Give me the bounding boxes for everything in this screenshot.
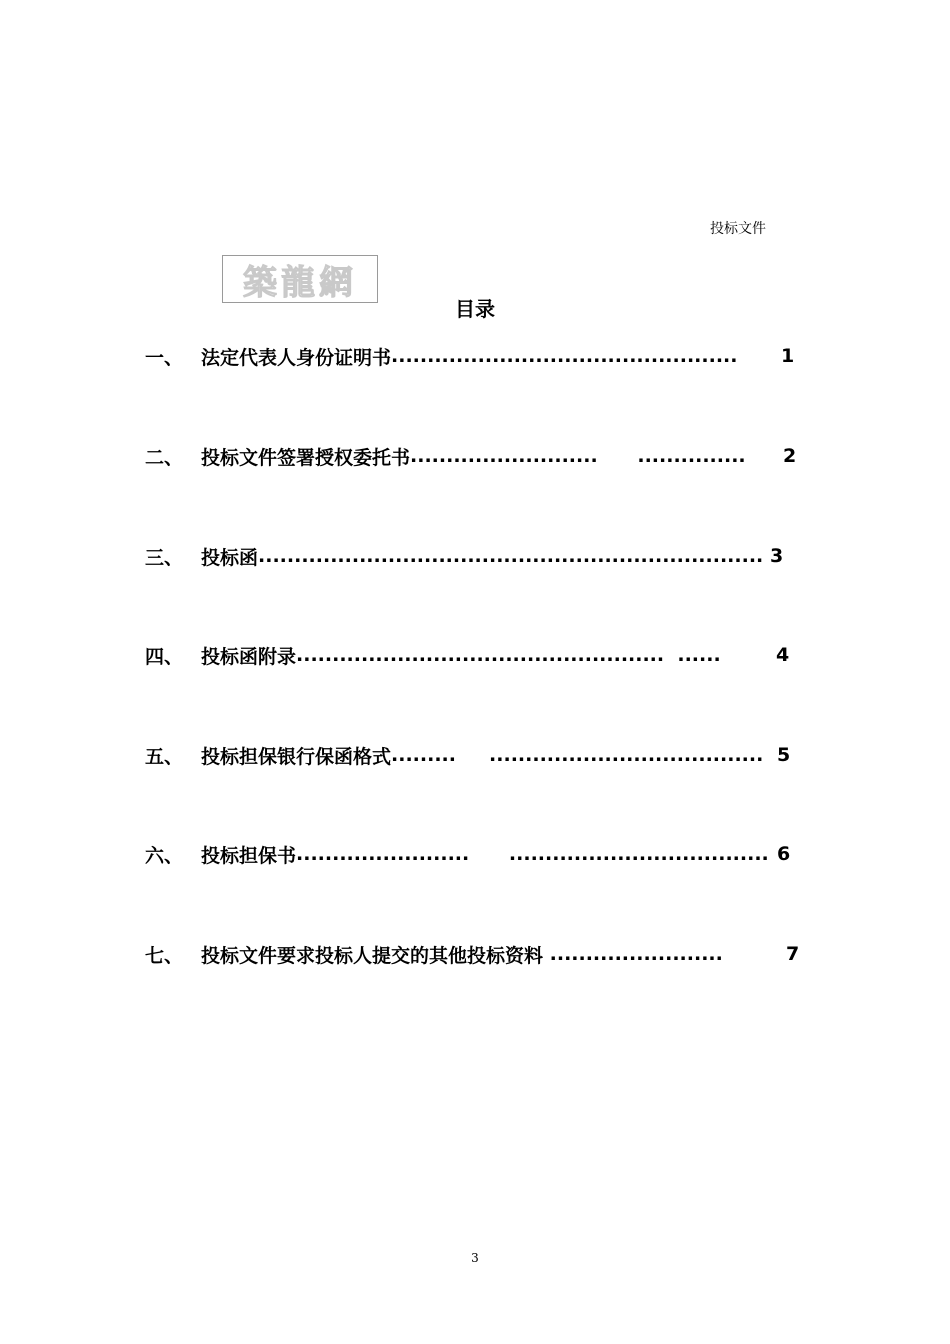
toc-item-leader: ........................ [543, 943, 723, 965]
toc-item-text: 投标函 [201, 546, 259, 569]
toc-item-1[interactable] [145, 341, 795, 371]
toc-item-leader: .......................... ............... [410, 445, 746, 467]
toc-item-page: 5 [777, 744, 791, 766]
document-header-label: 投标文件 [710, 221, 766, 237]
toc-item-text: 投标担保银行保函格式 [201, 745, 392, 768]
toc-item-number: 七、 [145, 944, 184, 967]
toc-item-7[interactable] [145, 939, 800, 969]
toc-item-page: 2 [783, 445, 797, 467]
toc-title: 目录 [455, 297, 495, 321]
toc-item-number: 一、 [145, 346, 184, 369]
toc-item-page: 3 [770, 545, 784, 567]
toc-item-number: 五、 [145, 745, 184, 768]
toc-item-page: 4 [776, 644, 790, 666]
toc-item-leader: ................................................... ...... [296, 644, 721, 666]
toc-item-text: 投标文件要求投标人提交的其他投标资料 [201, 944, 544, 967]
watermark-text: 築龍網 [243, 262, 357, 303]
toc-item-page: 6 [777, 843, 791, 865]
toc-item-number: 二、 [145, 446, 184, 469]
toc-item-leader: ........................ .................................... [296, 843, 769, 865]
toc-item-leader: ................................................ [391, 345, 738, 367]
toc-item-text: 投标文件签署授权委托书 [201, 446, 411, 469]
toc-item-text: 法定代表人身份证明书 [201, 346, 392, 369]
page-number: 3 [471, 1251, 479, 1265]
toc-item-3[interactable] [145, 541, 784, 571]
toc-item-leader: ......... ...................................... [391, 744, 764, 766]
toc-item-number: 六、 [145, 844, 184, 867]
toc-item-text: 投标函附录 [201, 645, 297, 668]
toc-item-text: 投标担保书 [201, 844, 297, 867]
toc-item-4[interactable] [145, 640, 790, 670]
toc-item-2[interactable] [145, 441, 797, 471]
toc-item-page: 7 [786, 943, 800, 965]
toc-item-number: 三、 [145, 546, 184, 569]
toc-item-page: 1 [781, 345, 795, 367]
toc-item-5[interactable] [145, 740, 791, 770]
toc-item-number: 四、 [145, 645, 184, 668]
toc-item-6[interactable] [145, 839, 791, 869]
toc-item-leader: ...................................................................... [258, 545, 764, 567]
